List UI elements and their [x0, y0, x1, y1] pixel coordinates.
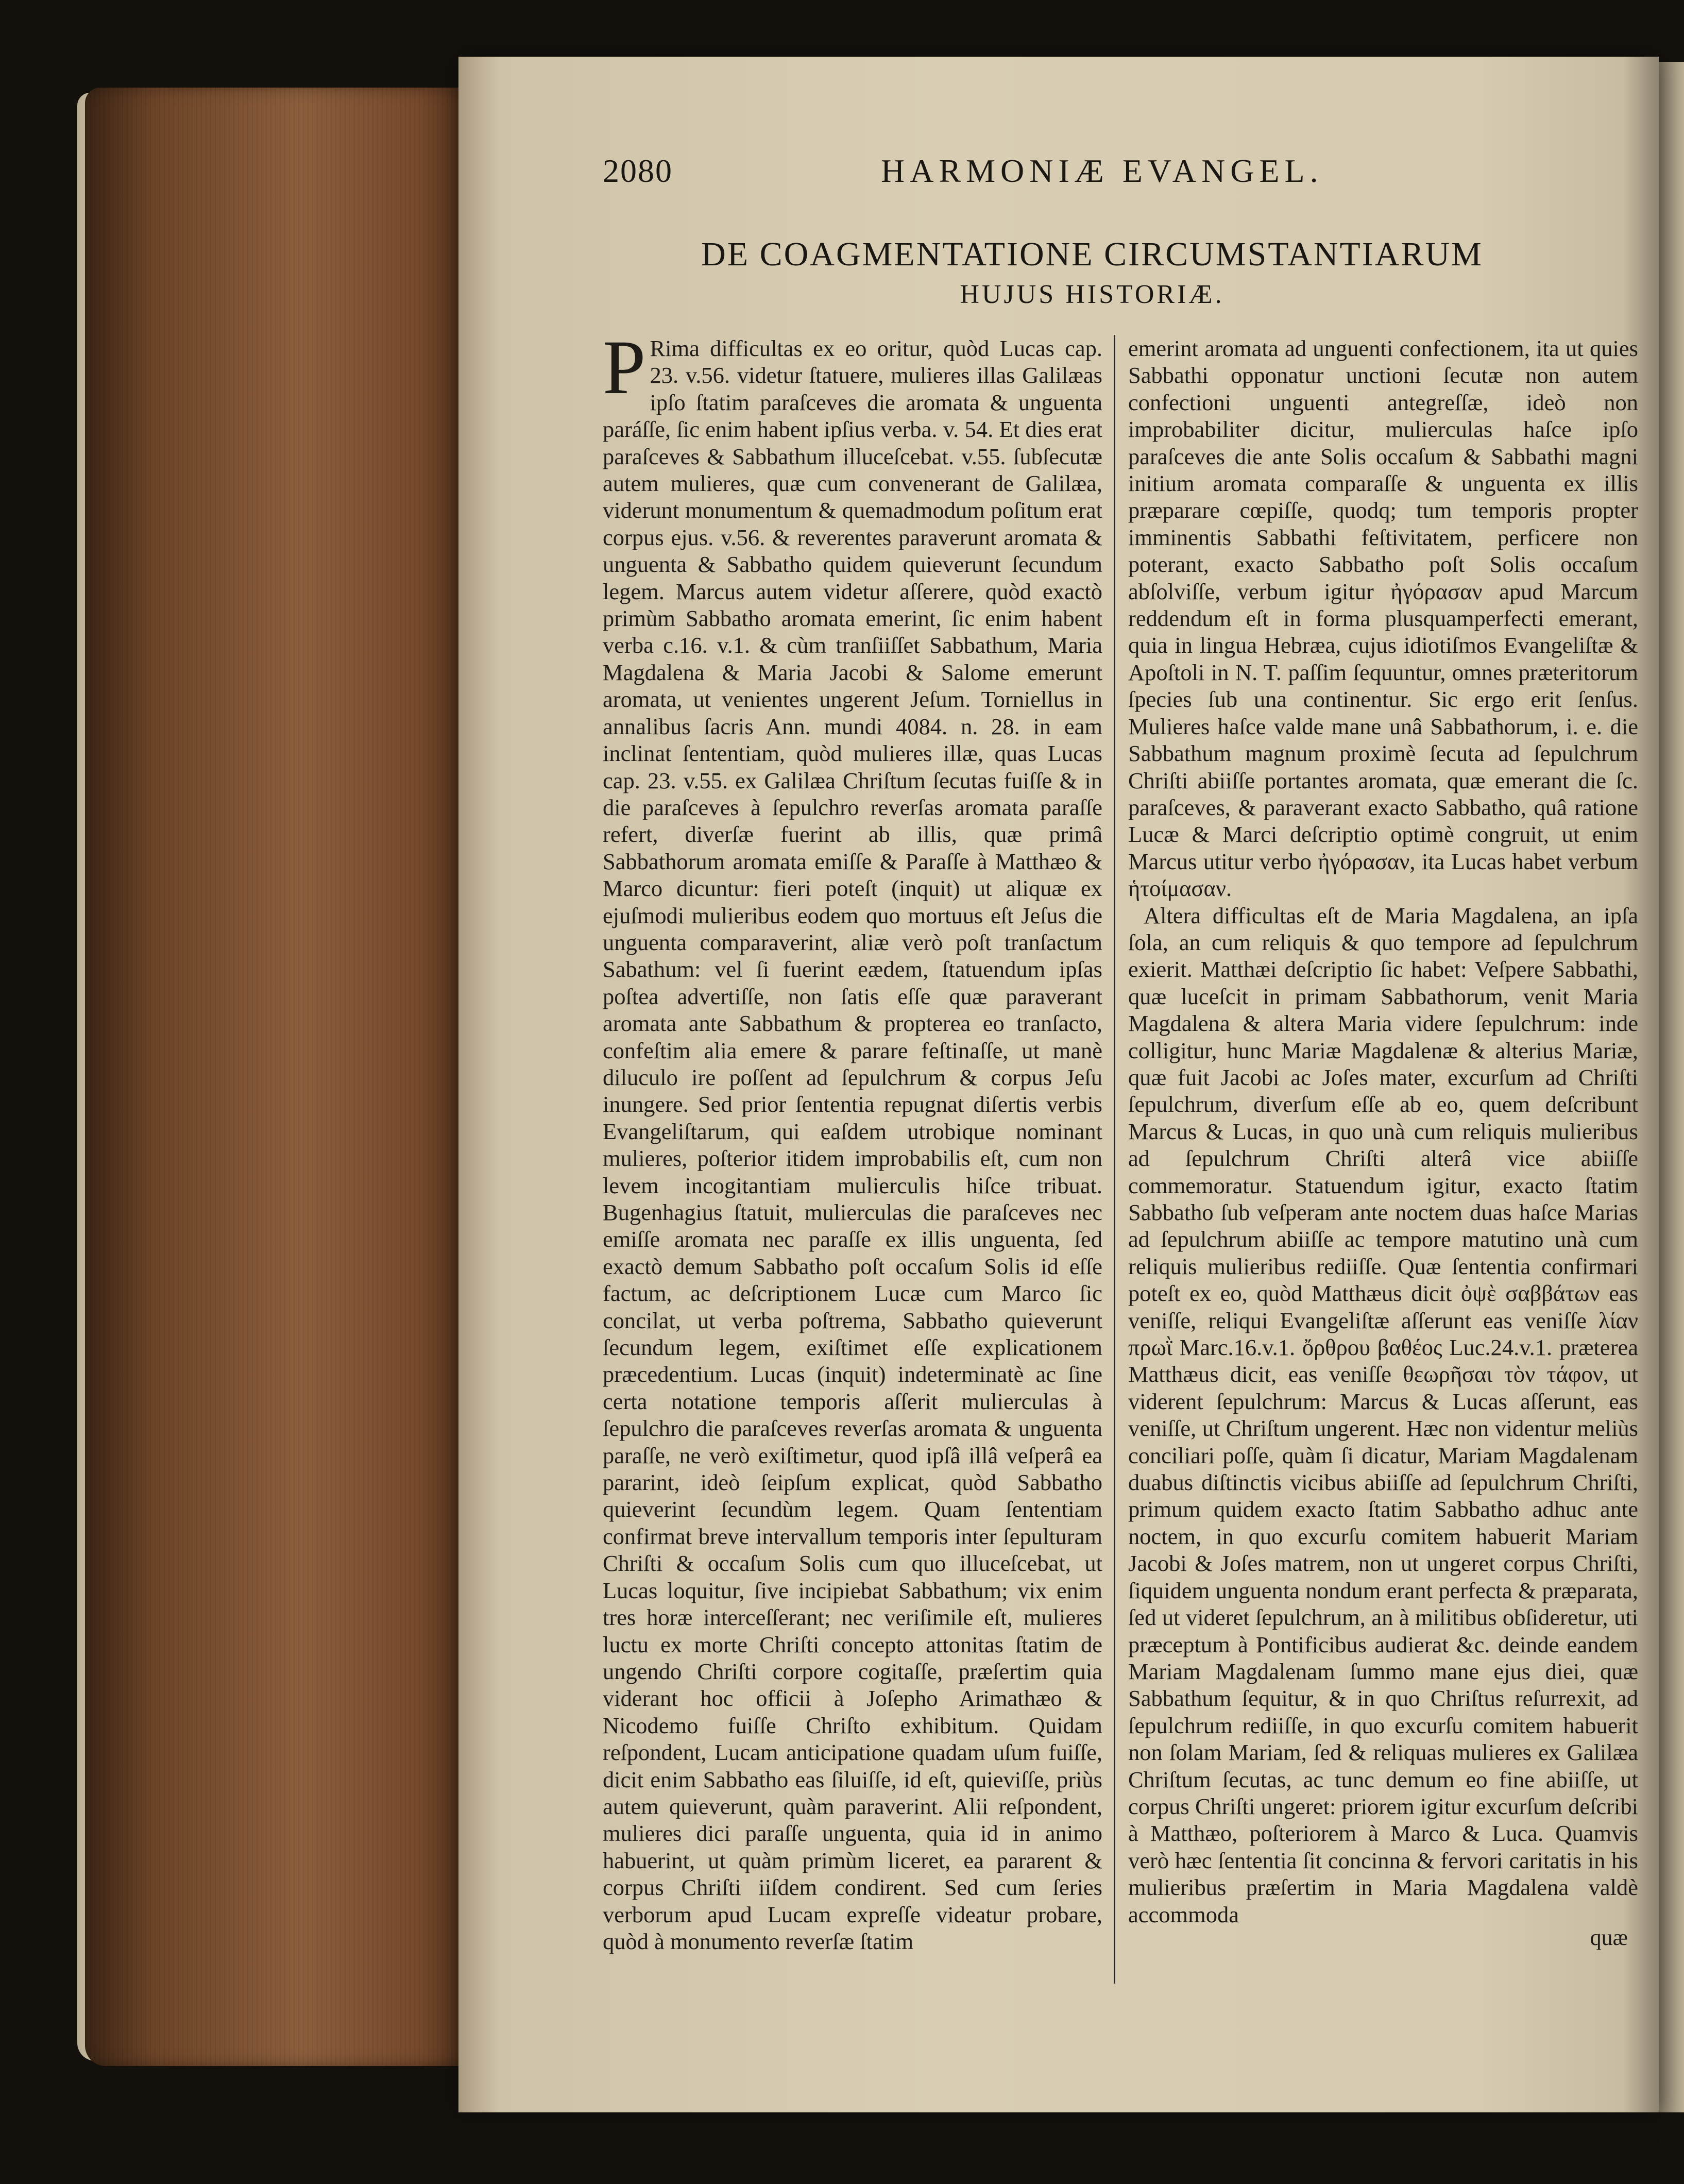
- column-rule: [1114, 335, 1115, 1984]
- paragraph: PRima difficultas ex eo oritur, quòd Lucas cap. 23. v.56. videtur ſtatuere, mulieres illas Galilæas ipſo ſtatim paraſceves die aromata & unguenta paráſſe, ſic enim habent ipſius verba. v. 54. Et dies erat paraſceves & Sabbathum illuceſcebat. v.55. ſubſecutæ autem mulieres, quæ cum convenerant de Galilæa, viderunt monumentum & quemadmodum poſitum erat corpus ejus. v.56. & reverentes paraverunt aromata & unguenta & Sabbatho quidem quieverunt ſecundum legem. Marcus autem videtur aſſerere, quòd exactò primùm Sabbatho aromata emerint, ſic enim habent verba c.16. v.1. & cùm tranſiiſſet Sabbathum, Maria Magdalena & Maria Jacobi & Salome emerunt aromata, ut venientes ungerent Jeſum. Torniellus in annalibus ſacris Ann. mundi 4084. n. 28. in eam inclinat ſententiam, quòd mulieres illæ, quas Lucas cap. 23. v.55. ex Galilæa Chriſtum ſecutas fuiſſe & in die paraſceves à ſepulchro reverſas aromata paraſſe refert, diverſæ fuerint ab illis, quæ primâ Sabbathorum aromata emiſſe & Paraſſe à Matthæo & Marco dicuntur: fieri poteſt (inquit) ut aliquæ ex ejuſmodi mulieribus eodem quo mortuus eſt Jeſus die unguenta comparaverint, aliæ verò poſt tranſactum Sabathum: vel ſi fuerint eædem, ſtatuendum ipſas poſtea advertiſſe, non ſatis eſſe quæ paraverant aromata ante Sabbathum & propterea eo tranſacto, confeſtim alia emere & parare feſtinaſſe, ut manè diluculo ire poſſent ad ſepulchrum & corpus Jeſu inungere. Sed prior ſententia repugnat diſertis verbis Evangeliſtarum, qui eaſdem utrobique nominant mulieres, poſterior itidem improbabilis eſt, cum non levem incogitantiam mulierculis hiſce tribuat. Bugenhagius ſtatuit, mulierculas die paraſceves nec emiſſe aromata nec paraſſe ex illis unguenta, ſed exactò demum Sabbatho poſt occaſum Solis id eſſe factum, ac deſcriptionem Lucæ cum Marco ſic concilat, ut verba poſtrema, Sabbatho quieverunt ſecundum legem, exiſtimet eſſe explicationem præcedentium. Lucas (inquit) indeterminatè ac ſine certa notatione temporis aſſerit mulierculas à ſepulchro die paraſceves reverſas aromata & unguenta paraſſe, ne verò exiſtimetur, quod ipſâ illâ veſperâ ea pararint, ideò ſeipſum explicat, quòd Sabbatho quieverint ſecundùm legem. Quam ſententiam confirmat breve intervallum temporis inter ſepulturam Chriſti & occaſum Solis cum quo illuceſcebat, ut Lucas loquitur, ſive incipiebat Sabbathum; vix enim tres horæ interceſſerant; nec veriſimile eſt, mulieres luctu ex morte Chriſti concepto attonitas ſtatim de ungendo Chriſti corpore cogitaſſe, præſertim quia viderant hoc officii à Joſepho Arimathæo & Nicodemo fuiſſe Chriſto exhibitum. Quidam reſpondent, Lucam anticipatione quadam uſum fuiſſe, dicit enim Sabbatho eas ſiluiſſe, id eſt, quieviſſe, priùs autem quieverunt, quàm paraverint. Alii reſpondent, mulieres dici paraſſe unguenta, quia id in animo habuerint, ut quàm primùm liceret, ea pararent & corpus Chriſti iiſdem condirent. Sed cum ſeries verborum apud Lucam expreſſe videatur probare, quòd à monumento reverſæ ſtatim: [603, 325, 1102, 1954]
- running-head: [603, 152, 1365, 198]
- section-subtitle: HUJUS HISTORIÆ.: [960, 280, 1224, 309]
- paragraph: emerint aromata ad unguenti confectionem, ita ut quies Sabbathi opponatur unctioni ſecutæ non autem confectioni unguenti antegreſſæ, ideò non improbabiliter dicitur, mulierculas haſce ipſo paraſceves die ante Solis occaſum & Sabbathi magni initium aromata comparaſſe & unguenta ex illis præparare cœpiſſe, quodq; tum temporis propter imminentis Sabbathi feſtivitatem, perficere non poterant, exacto Sabbatho poſt Solis occaſum abſolviſſe, verbum igitur ἠγόρασαν apud Marcum reddendum eſt in forma plusquamperfecti emerant, quia in lingua Hebræa, cujus idiotiſmos Evangeliſtæ & Apoſtoli in N. T. paſſim ſequuntur, omnes præteritorum ſpecies ſub una continentur. Sic ergo erit ſenſus. Mulieres haſce valde mane unâ Sabbathorum, i. e. die Sabbathum magnum proximè ſecuta ad ſepulchrum Chriſti abiiſſe portantes aromata, quæ emerant die ſc. paraſceves, & paraverant exacto Sabbatho, quâ ratione Lucæ & Marci deſcriptio optimè congruit, ut enim Marcus utitur verbo ἠγόρασαν, ita Lucas habet verbum ἡτοίμασαν.: [1128, 335, 1638, 902]
- paragraph: Altera difficultas eſt de Maria Magdalena, an ipſa ſola, an cum reliquis & quo tempore ad ſepulchrum exierit. Matthæi deſcriptio ſic habet: Veſpere Sabbathi, quæ luceſcit in primam Sabbathorum, venit Maria Magdalena & altera Maria videre ſepulchrum: inde colligitur, hunc Mariæ Magdalenæ & alterius Mariæ, quæ fuit Jacobi ac Joſes mater, excurſum ad Chriſti ſepulchrum, diverſum eſſe ab eo, quem deſcribunt Marcus & Lucas, in quo unà cum reliquis mulieribus ad ſepulchrum Chriſti alterâ vice abiiſſe commemoratur. Statuendum igitur, exacto ſtatim Sabbatho ſub veſperam ante noctem duas haſce Marias ad ſepulchrum abiiſſe ac tempore matutino unà cum reliquis mulieribus rediiſſe. Quæ ſententia confirmari poteſt ex eo, quòd Matthæus dicit ὀψὲ σαββάτων eas veniſſe, reliqui Evangeliſtæ aſſerunt eas veniſſe λίαν πρωῒ Marc.16.v.1. ὄρθρου βαθέος Luc.24.v.1. præterea Matthæus dicit, eas veniſſe θεωρῆσαι τὸν τάφον, ut viderent ſepulchrum: Marcus & Lucas aſſerunt, eas veniſſe, ut Chriſtum ungerent. Hæc non videntur meliùs conciliari poſſe, quàm ſi dicatur, Mariam Magdalenam duabus diſtinctis vicibus abiiſſe ad ſepulchrum Chriſti, primum quidem exacto ſtatim Sabbatho adhuc ante noctem, in quo excurſu comitem habuerit Mariam Jacobi & Joſes matrem, non ut ungeret corpus Chriſti, ſiquidem unguenta nondum erant perfecta & præparata, ſed ut videret ſepulchrum, an à militibus obſideretur, uti præceptum à Pontificibus audierat &c. deinde eandem Mariam Magdalenam ſummo mane ejus diei, quæ Sabbathum ſequitur, & in quo Chriſtus reſurrexit, ad ſepulchrum rediiſſe, in quo excurſu comitem habuerit non ſolam Mariam, ſed & reliquas mulieres ex Galilæa Chriſtum ſecutas, ac tunc demum eo fine abiiſſe, ut corpus Chriſti ungeret: priorem igitur excurſum deſcribi à Matthæo, poſteriorem à Marco & Luca. Quamvis verò hæc ſententia ſit concinna & fervori caritatis in his mulieribus præſertim in Maria Magdalena valdè accommoda: [1128, 902, 1638, 1927]
- section-title: [654, 234, 1530, 315]
- catchword: quæ: [1590, 1925, 1628, 1950]
- page-number: 2080: [603, 153, 673, 189]
- section-title-main: DE COAGMENTATIONE CIRCUMSTANTIARUM: [701, 235, 1483, 273]
- left-column: [603, 325, 1102, 1955]
- right-column: [1128, 335, 1638, 1928]
- book-page-edges: [85, 88, 477, 2066]
- header-title: HARMONIÆ EVANGEL.: [881, 153, 1323, 189]
